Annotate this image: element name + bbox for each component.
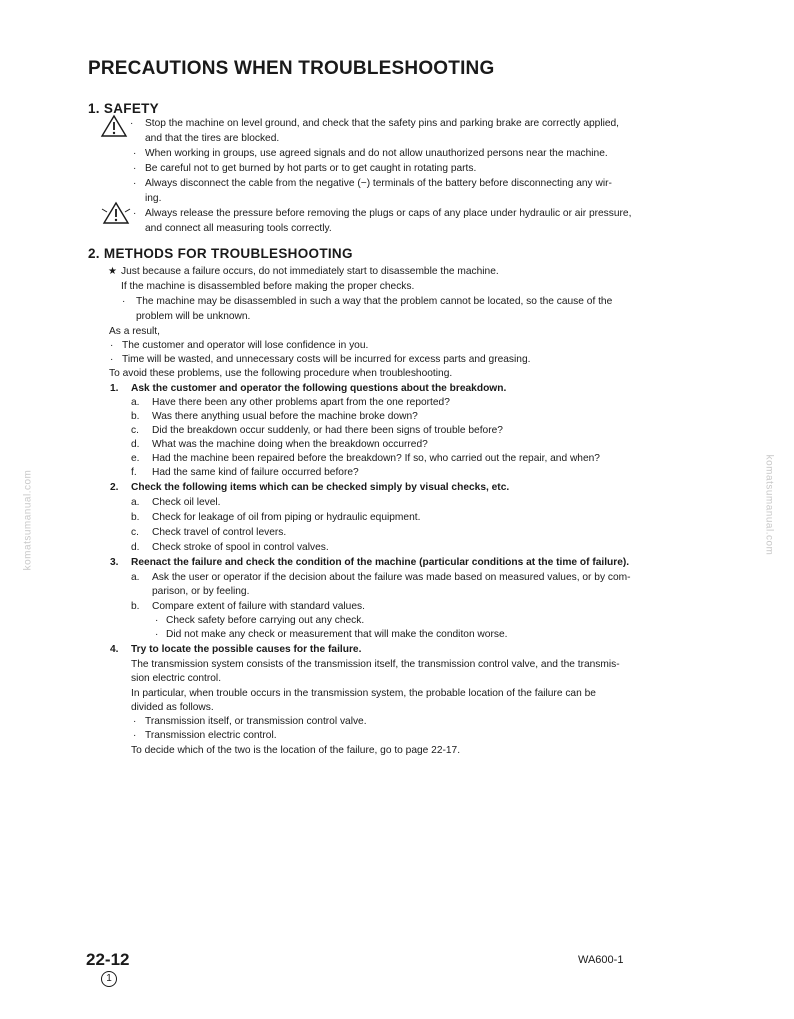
bullet: · bbox=[133, 208, 137, 219]
item-label: c. bbox=[131, 425, 139, 436]
item-text: Check oil level. bbox=[152, 497, 221, 508]
item-label: b. bbox=[131, 601, 140, 612]
section-number: 1. bbox=[88, 101, 100, 116]
item-text: Had the machine been repaired before the breakdown? If so, who carried out the repair, and when? bbox=[152, 453, 600, 464]
bullet: · bbox=[133, 178, 137, 189]
item-label: a. bbox=[131, 397, 140, 408]
safety-line: and connect all measuring tools correctly. bbox=[145, 223, 332, 234]
bullet: · bbox=[133, 730, 137, 741]
step-number: 1. bbox=[110, 383, 119, 394]
section-title: METHODS FOR TROUBLESHOOTING bbox=[103, 246, 353, 261]
step-number: 4. bbox=[110, 644, 119, 655]
methods-line: If the machine is disassembled before making the proper checks. bbox=[121, 281, 415, 292]
item-label: a. bbox=[131, 572, 140, 583]
revision-mark: 1 bbox=[101, 971, 117, 987]
body-text: divided as follows. bbox=[131, 702, 214, 713]
methods-line: As a result, bbox=[109, 326, 160, 337]
item-label: a. bbox=[131, 497, 140, 508]
item-label: b. bbox=[131, 512, 140, 523]
item-text: parison, or by feeling. bbox=[152, 586, 250, 597]
safety-line: When working in groups, use agreed signals and do not allow unauthorized persons near the machine. bbox=[145, 148, 608, 159]
page-number: 22-12 bbox=[86, 950, 130, 969]
item-text: Check for leakage of oil from piping or hydraulic equipment. bbox=[152, 512, 421, 523]
item-text: Did the breakdown occur suddenly, or had there been signs of trouble before? bbox=[152, 425, 503, 436]
bullet: · bbox=[133, 716, 137, 727]
bullet: · bbox=[130, 118, 134, 129]
item-text: Was there anything usual before the machine broke down? bbox=[152, 411, 418, 422]
methods-line: The machine may be disassembled in such a way that the problem cannot be located, so the cause of the bbox=[136, 296, 613, 307]
bullet: · bbox=[110, 340, 114, 351]
bullet: · bbox=[133, 148, 137, 159]
item-text: Check travel of control levers. bbox=[152, 527, 287, 538]
body-text: sion electric control. bbox=[131, 673, 222, 684]
item-text: Compare extent of failure with standard values. bbox=[152, 601, 365, 612]
section-title: SAFETY bbox=[103, 101, 159, 116]
step-heading: Check the following items which can be checked simply by visual checks, etc. bbox=[131, 482, 510, 493]
safety-line: ing. bbox=[145, 193, 162, 204]
body-text: Transmission itself, or transmission control valve. bbox=[145, 716, 367, 727]
item-text: Did not make any check or measurement that will make the conditon worse. bbox=[166, 629, 508, 640]
section-heading-methods bbox=[88, 246, 353, 261]
item-label: e. bbox=[131, 453, 140, 464]
safety-line: Always release the pressure before removing the plugs or caps of any place under hydraulic or air pressure, bbox=[145, 208, 632, 219]
watermark-right: komatsumanual.com bbox=[763, 454, 775, 556]
item-label: b. bbox=[131, 411, 140, 422]
model-code: WA600-1 bbox=[578, 954, 624, 966]
item-text: Ask the user or operator if the decision about the failure was made based on measured values, or by com- bbox=[152, 572, 631, 583]
section-number: 2. bbox=[88, 246, 100, 261]
item-label: c. bbox=[131, 527, 139, 538]
methods-line: Just because a failure occurs, do not immediately start to disassemble the machine. bbox=[121, 266, 499, 277]
methods-line: problem will be unknown. bbox=[136, 311, 251, 322]
safety-line: Be careful not to get burned by hot parts or to get caught in rotating parts. bbox=[145, 163, 477, 174]
bullet: · bbox=[110, 354, 114, 365]
step-heading: Ask the customer and operator the following questions about the breakdown. bbox=[131, 383, 507, 394]
step-number: 2. bbox=[110, 482, 119, 493]
methods-line: The customer and operator will lose confidence in you. bbox=[122, 340, 369, 351]
item-text: Had the same kind of failure occurred before? bbox=[152, 467, 359, 478]
bullet: · bbox=[155, 615, 159, 626]
item-text: What was the machine doing when the breakdown occurred? bbox=[152, 439, 428, 450]
page-title: PRECAUTIONS WHEN TROUBLESHOOTING bbox=[88, 58, 495, 79]
item-text: Check safety before carrying out any check. bbox=[166, 615, 365, 626]
bullet: · bbox=[155, 629, 159, 640]
item-text: Have there been any other problems apart from the one reported? bbox=[152, 397, 450, 408]
step-heading: Try to locate the possible causes for the failure. bbox=[131, 644, 362, 655]
step-number: 3. bbox=[110, 557, 119, 568]
safety-line: and that the tires are blocked. bbox=[145, 133, 280, 144]
star-icon: ★ bbox=[108, 266, 117, 277]
item-label: d. bbox=[131, 542, 140, 553]
bullet: · bbox=[122, 296, 126, 307]
item-text: Check stroke of spool in control valves. bbox=[152, 542, 329, 553]
body-text: To decide which of the two is the location of the failure, go to page 22-17. bbox=[131, 745, 461, 756]
bullet: · bbox=[133, 163, 137, 174]
warning-triangle-icon bbox=[100, 201, 132, 225]
safety-line: Stop the machine on level ground, and check that the safety pins and parking brake are correctly applied, bbox=[145, 118, 620, 129]
safety-line: Always disconnect the cable from the negative (−) terminals of the battery before disconnecting any wir- bbox=[145, 178, 612, 189]
methods-line: Time will be wasted, and unnecessary costs will be incurred for excess parts and greasing. bbox=[122, 354, 531, 365]
item-label: f. bbox=[131, 467, 137, 478]
body-text: The transmission system consists of the transmission itself, the transmission control valve, and the transmis- bbox=[131, 659, 620, 670]
body-text: In particular, when trouble occurs in the transmission system, the probable location of the failure can be bbox=[131, 688, 596, 699]
item-label: d. bbox=[131, 439, 140, 450]
step-heading: Reenact the failure and check the condition of the machine (particular conditions at the time of failure). bbox=[131, 557, 630, 568]
warning-triangle-icon bbox=[100, 114, 128, 138]
methods-line: To avoid these problems, use the following procedure when troubleshooting. bbox=[109, 368, 453, 379]
watermark-left: komatsumanual.com bbox=[22, 469, 34, 571]
body-text: Transmission electric control. bbox=[145, 730, 277, 741]
